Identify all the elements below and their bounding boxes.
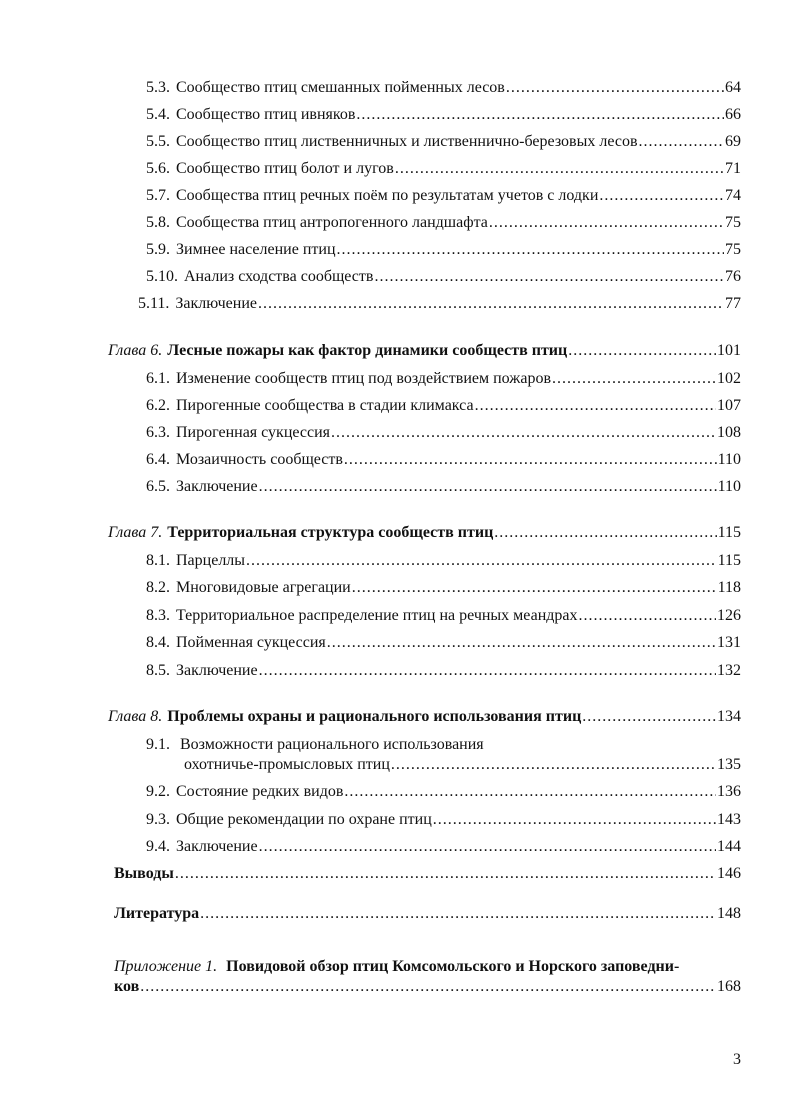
toc-entry-number: 6.2. [146, 397, 170, 414]
toc-entry-number: 5.6. [146, 160, 170, 177]
toc-entry-page: 76 [725, 268, 741, 285]
appendix-label: Приложение 1. [114, 958, 218, 975]
toc-entry-number: 5.5. [146, 133, 170, 150]
toc-entry-title: Мозаичность сообществ [176, 451, 343, 468]
literature-title: Литература [114, 905, 200, 922]
toc-leader-dots [259, 477, 717, 497]
toc-entry [146, 578, 741, 598]
toc-leader-dots [356, 105, 724, 125]
toc-entry-title: Зимнее население птиц [176, 241, 336, 258]
toc-entry-title: Сообщества птиц речных поём по результатам учетов с лодки [176, 187, 599, 204]
toc-entry [146, 423, 741, 443]
toc-leader-dots [344, 782, 716, 802]
toc-chapter-heading [108, 523, 741, 543]
toc-leader-dots [259, 661, 716, 681]
toc-entry-title: Общие рекомендации по охране птиц [176, 811, 432, 828]
toc-entry-page: 146 [717, 865, 741, 882]
toc-leader-dots [433, 810, 716, 830]
toc-entry-page: 107 [717, 397, 741, 414]
toc-entry [146, 240, 741, 260]
toc-entry-title: Анализ сходства сообществ [184, 268, 374, 285]
toc-entry-title: Заключение [176, 478, 258, 495]
appendix-title: Повидовой обзор птиц Комсомольского и Норского заповедни- [226, 958, 680, 975]
toc-entry-title: Пойменная сукцессия [176, 634, 326, 651]
toc-entry [146, 369, 741, 389]
toc-appendix-first-line [114, 957, 679, 977]
toc-entry-page: 115 [717, 552, 741, 569]
toc-leader-dots [489, 213, 724, 233]
toc-entry-page: 110 [717, 478, 741, 495]
toc-entry-page: 75 [725, 241, 741, 258]
toc-entry [146, 810, 741, 830]
toc-entry [146, 132, 741, 152]
toc-entry-title: Возможности рационального использования [180, 736, 484, 753]
toc-leader-dots [475, 396, 716, 416]
toc-entry-page: 66 [725, 106, 741, 123]
toc-entry [146, 267, 741, 287]
toc-entry-number: 5.7. [146, 187, 170, 204]
toc-entry-page: 115 [717, 524, 741, 541]
toc-literature [114, 904, 741, 924]
toc-entry-page: 143 [717, 811, 741, 828]
toc-entry-number: 8.3. [146, 607, 170, 624]
toc-entry-number: 5.8. [146, 214, 170, 231]
toc-entry-page: 110 [717, 451, 741, 468]
toc-entry-page: 75 [725, 214, 741, 231]
toc-entry-page: 102 [717, 370, 741, 387]
toc-entry-title: Сообщество птиц смешанных пойменных лесов [176, 79, 505, 96]
toc-entry-page: 64 [725, 79, 741, 96]
toc-entry-title: Изменение сообществ птиц под воздействием пожаров [176, 370, 551, 387]
toc-entry-number: 8.5. [146, 662, 170, 679]
toc-entry [146, 551, 741, 571]
chapter-title: Территориальная структура сообществ птиц [167, 524, 494, 541]
toc-entry-page: 101 [717, 342, 741, 359]
toc-entry-page: 148 [717, 905, 741, 922]
toc-leader-dots [331, 423, 716, 443]
toc-entry-page: 108 [717, 424, 741, 441]
toc-entry [146, 477, 741, 497]
toc-entry-title: Состояние редких видов [176, 783, 344, 800]
toc-entry-number: 8.2. [146, 579, 170, 596]
toc-entry-number: 6.4. [146, 451, 170, 468]
toc-entry [146, 450, 741, 470]
toc-entry-page: 118 [717, 579, 741, 596]
toc-entry-title: Пирогенная сукцессия [176, 424, 331, 441]
toc-entry-page: 144 [717, 838, 741, 855]
toc-leader-dots [200, 904, 716, 924]
toc-entry-page: 69 [725, 133, 741, 150]
toc-leader-dots [259, 837, 716, 857]
toc-entry-number: 5.3. [146, 79, 170, 96]
toc-entry [146, 837, 741, 857]
toc-entry-page: 74 [725, 187, 741, 204]
toc-leader-dots [391, 755, 716, 775]
toc-leader-dots [246, 551, 717, 571]
chapter-title: Лесные пожары как фактор динамики сообществ птиц [167, 342, 568, 359]
toc-entry-page: 136 [717, 783, 741, 800]
toc-entry-page: 132 [717, 662, 741, 679]
toc-leader-dots [258, 294, 724, 314]
chapter-label: Глава 8. [108, 708, 163, 725]
toc-entry-page: 126 [717, 607, 741, 624]
toc-entry [146, 78, 741, 98]
toc-conclusions [114, 864, 741, 884]
toc-entry-title: Территориальное распределение птиц на речных меандрах [176, 607, 578, 624]
toc-leader-dots [568, 341, 716, 361]
toc-entry-number: 5.9. [146, 241, 170, 258]
toc-entry [146, 661, 741, 681]
toc-entry-title: Сообщества птиц антропогенного ландшафта [176, 214, 488, 231]
toc-entry-title: Заключение [176, 838, 258, 855]
toc-entry-page: 77 [725, 295, 741, 312]
toc-leader-dots [599, 186, 724, 206]
toc-leader-dots [579, 606, 717, 626]
toc-leader-dots [494, 523, 716, 543]
toc-entry [146, 105, 741, 125]
toc-entry-number: 5.11. [138, 295, 170, 312]
toc-entry-number: 8.1. [146, 552, 170, 569]
toc-entry-first-line [146, 735, 484, 755]
chapter-title: Проблемы охраны и рационального использования птиц [167, 708, 582, 725]
toc-appendix-continuation [114, 977, 741, 997]
toc-entry [138, 294, 741, 314]
toc-entry-page: 135 [717, 756, 741, 773]
toc-entry-number: 6.1. [146, 370, 170, 387]
toc-entry-title: Сообщество птиц ивняков [176, 106, 356, 123]
toc-entry [146, 782, 741, 802]
conclusions-title: Выводы [114, 865, 174, 882]
toc-entry-title: Многовидовые агрегации [176, 579, 351, 596]
toc-leader-dots [395, 159, 724, 179]
toc-leader-dots [582, 707, 716, 727]
toc-entry-page: 71 [725, 160, 741, 177]
toc-entry-page: 168 [717, 978, 741, 995]
toc-entry-number: 9.2. [146, 783, 170, 800]
chapter-label: Глава 6. [108, 342, 163, 359]
toc-leader-dots [639, 132, 725, 152]
toc-entry-number: 6.5. [146, 478, 170, 495]
page-number: 3 [733, 1051, 741, 1068]
toc-entry-title-continued: охотничье-промысловых птиц [184, 756, 390, 773]
toc-chapter-heading [108, 707, 741, 727]
toc-leader-dots [344, 450, 717, 470]
toc-entry-title: Сообщество птиц лиственничных и лиственнично-березовых лесов [176, 133, 638, 150]
toc-chapter-heading [108, 341, 741, 361]
toc-entry-number: 9.3. [146, 811, 170, 828]
toc-leader-dots [140, 977, 716, 997]
toc-entry-title: Парцеллы [176, 552, 246, 569]
toc-entry-number: 5.4. [146, 106, 170, 123]
toc-leader-dots [374, 267, 724, 287]
toc-entry-number: 6.3. [146, 424, 170, 441]
toc-leader-dots [506, 78, 724, 98]
toc-leader-dots [552, 369, 716, 389]
toc-entry [146, 186, 741, 206]
toc-entry [146, 606, 741, 626]
toc-entry-title: Заключение [175, 295, 257, 312]
toc-leader-dots [337, 240, 724, 260]
toc-entry-title: Заключение [176, 662, 258, 679]
toc-entry [146, 633, 741, 653]
toc-entry-number: 9.4. [146, 838, 170, 855]
toc-entry-page: 131 [717, 634, 741, 651]
toc-entry [146, 213, 741, 233]
toc-entry-title: Сообщество птиц болот и лугов [176, 160, 394, 177]
toc-entry [146, 396, 741, 416]
toc-leader-dots [327, 633, 716, 653]
toc-entry-number: 9.1. [146, 736, 170, 753]
appendix-title-continued: ков [114, 978, 140, 995]
toc-entry-number: 5.10. [146, 268, 178, 285]
toc-leader-dots [352, 578, 717, 598]
toc-entry-number: 8.4. [146, 634, 170, 651]
chapter-label: Глава 7. [108, 524, 163, 541]
toc-entry-page: 134 [717, 708, 741, 725]
toc-entry-title: Пирогенные сообщества в стадии климакса [176, 397, 474, 414]
toc-leader-dots [175, 864, 716, 884]
toc-entry [146, 159, 741, 179]
toc-entry-continuation [184, 755, 741, 775]
